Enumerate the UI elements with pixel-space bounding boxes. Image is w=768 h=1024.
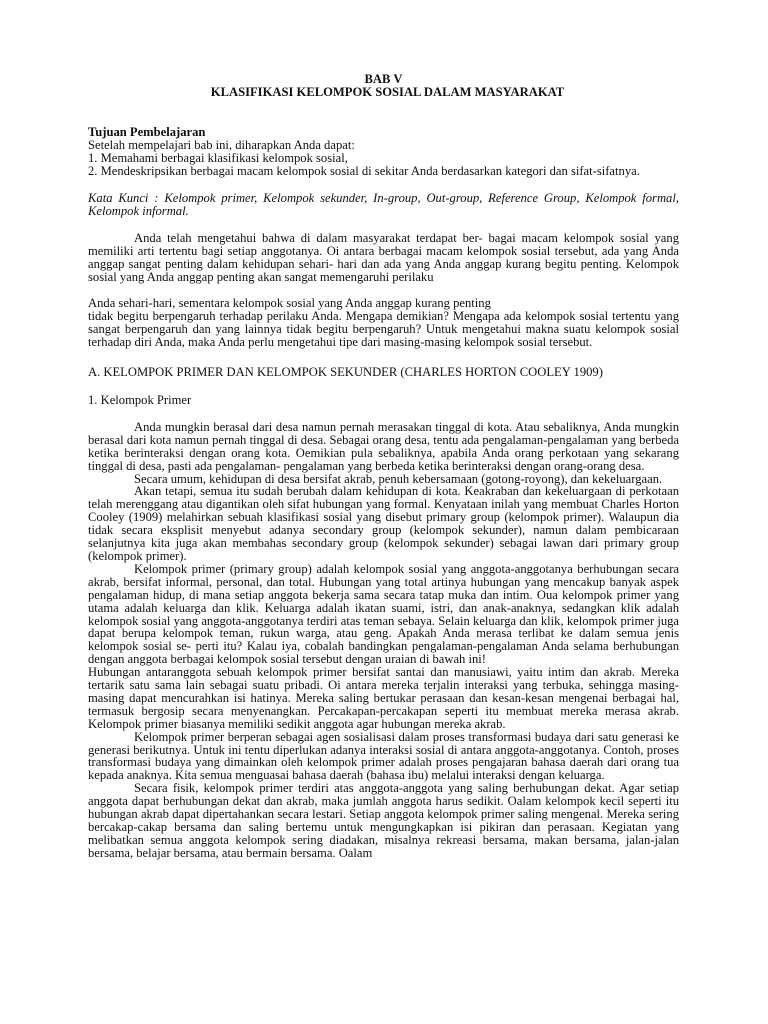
body-paragraph: Akan tetapi, semua itu sudah berubah dalam kehidupan di kota. Keakraban dan kekeluargaan di perkotaan telah merenggang atau digantikan oleh sifat hubungan yang formal. Kenyataan inilah yang membuat Charles Horton Cooley (1909) melahirkan sebuah klasifikasi sosial yang disebut primary group (kelompok primer). Walaupun dia tidak secara eksplisit menyebut adanya secondary group (kelompok sekunder), namun dalam pembicaraan selanjutnya kita juga akan membahas secondary group (kelompok sekunder) sebagai lawan dari primary group (kelompok primer). [88,484,679,563]
objective-item: 2. Mendeskripsikan berbagai macam kelompok sosial di sekitar Anda berdasarkan kategori dan sifat-sifatnya. [88,164,640,179]
chapter-title: KLASIFIKASI KELOMPOK SOSIAL DALAM MASYARAKAT [210,85,565,100]
body-paragraph: Anda mungkin berasal dari desa namun pernah merasakan tinggal di kota. Atau sebaliknya, Anda mungkin berasal dari kota namun pernah tinggal di desa. Sebagai orang desa, tentu ada pengalaman-pengalaman yang berbeda ketika berinteraksi dengan orang kota. Oemikian pula sebaliknya, apabila Anda orang perkotaan yang sekarang tinggal di desa, pasti ada pengalaman- pengalaman yang berbeda ketika berinteraksi dengan orang-orang desa. [88,419,679,473]
section-heading: A. KELOMPOK PRIMER DAN KELOMPOK SEKUNDER (CHARLES HORTON COOLEY 1909) [88,365,603,380]
chapter-heading [88,73,679,99]
subsection-heading: 1. Kelompok Primer [88,393,192,407]
body-paragraph: Kelompok primer berperan sebagai agen sosialisasi dalam proses transformasi budaya dari satu generasi ke generasi berikutnya. Untuk ini tentu diperlukan adanya interaksi sosial di antara anggota-anggotanya. Contoh, proses transformasi budaya yang dimainkan oleh kelompok primer adalah proses pengajaran bahasa daerah dari orang tua kepada anaknya. Kita semua menguasai bahasa daerah (bahasa ibu) melalui interaksi dengan keluarga. [88,729,679,783]
page-content [88,73,679,860]
body-paragraph: Kelompok primer (primary group) adalah kelompok sosial yang anggota-anggotanya berhubungan secara akrab, bersifat informal, personal, dan total. Hubungan yang total artinya hubungan yang mencakup banyak aspek pengalaman hidup, di mana setiap anggota bekerja sama secara tatap muka dan intim. Oua kelompok primer yang utama adalah keluarga dan klik. Keluarga adalah ikatan suami, istri, dan anak-anaknya, sedangkan klik adalah kelompok sosial yang anggota-anggotanya terdiri atas teman sebaya. Selain keluarga dan klik, kelompok primer juga dapat berupa kelompok teman, rukun warga, atau geng. Apakah Anda merasa terlibat ke dalam semua jenis kelompok sosial se- perti itu? Kalau iya, cobalah bandingkan pengalaman-pengalaman Anda selama berhubungan dengan anggota berbagai kelompok sosial tersebut dengan uraian di bawah ini! [88,561,679,667]
objectives-heading: Tujuan Pembelajaran [88,125,206,140]
intro-paragraph: tidak begitu berpengaruh terhadap perilaku Anda. Mengapa demikian? Mengapa ada kelompok sosial tertentu yang sangat berpengaruh dan yang lainnya tidak begitu berpengaruh? Untuk mengetahui makna suatu kelompok sosial terhadap diri Anda, maka Anda perlu mengetahui tipe dari masing-masing kelompok sosial tersebut. [88,309,679,350]
objective-item: 1. Memahami berbagai klasifikasi kelompok sosial, [88,151,348,166]
intro-paragraph: Anda telah mengetahui bahwa di dalam masyarakat terdapat ber- bagai macam kelompok sosial yang memiliki arti tertentu bagi setiap anggotanya. Oi antara berbagai macam kelompok sosial tersebut, ada yang Anda anggap sangat penting dalam kehidupan sehari- hari dan ada yang Anda anggap kurang begitu penting. Kelompok sosial yang Anda anggap penting akan sangat memengaruhi perilaku [88,230,679,284]
body-paragraph: Secara umum, kehidupan di desa bersifat akrab, penuh kebersamaan (gotong-royong), dan kekeluargaan. [134,471,663,486]
objectives-intro: Setelah mempelajari bab ini, diharapkan Anda dapat: [88,138,355,153]
keywords: Kata Kunci : Kelompok primer, Kelompok sekunder, In-group, Out-group, Reference Group, Kelompok formal, Kelompok informal. [88,191,679,218]
body-paragraph: Hubungan antaranggota sebuah kelompok primer bersifat santai dan manusiawi, yaitu intim dan akrab. Mereka tertarik satu sama lain sebagai suatu pribadi. Oi antara mereka terjalin interaksi yang terbuka, sehingga masing-masing dapat mencurahkan isi hatinya. Mereka saling bertukar perasaan dan kesan-kesan mengenai berbagai hal, termasuk bergosip secara menyenangkan. Percakapan-percakapan seperti itu membuat mereka merasa akrab. Kelompok primer biasanya memiliki sedikit anggota agar hubungan mereka akrab. [88,665,679,731]
learning-objectives [88,126,679,178]
body-paragraph: Secara fisik, kelompok primer terdiri atas anggota-anggota yang saling berhubungan dekat. Agar setiap anggota dapat berhubungan dekat dan akrab, maka jumlah anggota harus sedikit. Oalam kelompok kecil seperti itu hubungan akrab dapat dipertahankan secara lestari. Setiap anggota kelompok primer saling mengenal. Mereka sering bercakap-cakap bersama dan saling bertemu untuk mengungkapkan isi pikiran dan perasaan. Kegiatan yang melibatkan semua anggota kelompok sering diadakan, misalnya rekreasi bersama, makan bersama, jalan-jalan bersama, belajar bersama, atau bermain bersama. Oalam [88,781,679,860]
intro-paragraph: Anda sehari-hari, sementara kelompok sosial yang Anda anggap kurang penting [88,296,491,311]
chapter-number: BAB V [364,72,403,86]
